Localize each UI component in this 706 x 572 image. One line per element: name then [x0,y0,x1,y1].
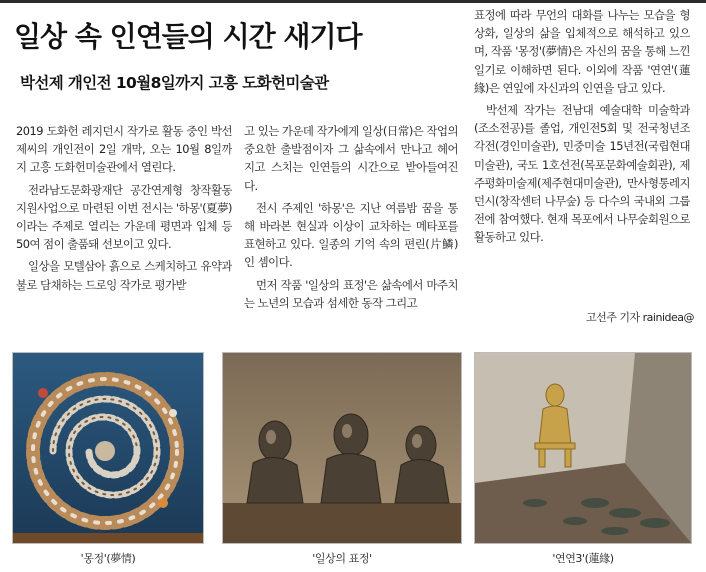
headline: 일상 속 인연들의 시간 새기다 [14,20,362,53]
top-rule [0,0,706,3]
article-column-2 [244,122,458,334]
paragraph: 고 있는 가운데 작가에게 일상(日常)은 작업의 중요한 출발점이자 그 삶속에서 만나고 헤어지고 스치는 인연들의 시간으로 받아들여진다. [244,124,458,193]
paragraph: 전라남도문화광재단 공간연계형 창작활동 지원사업으로 마련된 이번 전시는 '하몽'(夏夢)이라는 주제로 열리는 가운데 평면과 입체 등 50여 점이 출품돼 선보이고 있다. [16,182,232,252]
bronze-figures-illustration [223,353,462,544]
photo-bronze-figures [222,352,462,544]
paragraph: 표정에 따라 무언의 대화를 나누는 모습을 형상화, 일상의 삶을 입체적으로 해석하고 있으며, 작품 '몽정'(夢情)은 자신의 꿈을 통해 느낀 일기로 이해하면 된다. 이외에 작품 '연연'(蓮緣)은 연잎에 자신과의 인연을 담고 있다. [474,8,690,95]
paragraph: 박선제 작가는 전남대 예술대학 미술학과(조소전공)를 졸업, 개인전5회 및 전국청년조각전(경인미술관), 민중미술 15년전(국립현대미술관), 국도 1호선전(목포문화예술회관), 제주평화미술제(제주현대미술관), 만사형통레지던시(창작센터 나무숲) 등 다수의 국내외 그룹전에 참여했다. 현재 목포에서 나무숲회원으로 활동하고 있다. [474,103,690,245]
photo-statue-installation [474,352,692,544]
statue-installation-illustration [475,353,692,544]
article-column-3 [474,6,690,324]
paragraph: 먼저 작품 '일상의 표정'은 삶속에서 마주치는 노년의 모습과 섬세한 동작 그리고 [244,277,458,310]
ceramic-spiral-illustration [13,353,204,544]
paragraph: 2019 도화헌 레지던시 작가로 활동 중인 박선제씨의 개인전이 2일 개막, 오는 10월 8일까지 고흥 도화헌미술관에서 열린다. [16,124,232,175]
photo-caption: '일상의 표정' [312,552,372,565]
subheadline: 박선제 개인전 10월8일까지 고흥 도화헌미술관 [20,74,329,92]
paragraph: 일상을 모텔삼아 흙으로 스케치하고 유약과 불로 담채하는 드로잉 작가로 평가받 [16,259,232,292]
photo-caption: '몽정'(夢情) [80,552,136,565]
photo-caption: '연연3'(蓮緣) [552,552,614,565]
article-column-1 [16,122,232,334]
paragraph: 전시 주제인 '하몽'은 지난 여름밤 꿈을 통해 바라본 현실과 이상이 교차하는 메타포를 표현하고 있다. 일종의 기억 속의 편린(片鱗)인 셈이다. [244,200,458,270]
photo-ceramic-spiral [12,352,204,544]
byline: 고선주 기자 rainidea@ [586,311,694,324]
